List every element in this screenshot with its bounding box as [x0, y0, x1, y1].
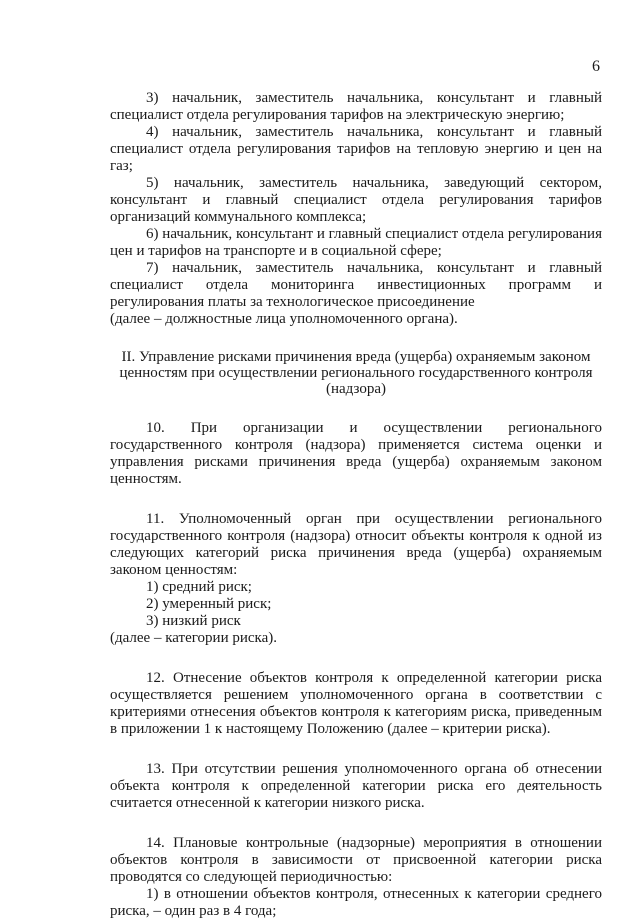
risk-item: 1) средний риск; [146, 579, 252, 595]
list-item: 3) начальник, заместитель начальника, консультант и главный специалист отдела регулирования тарифов на электрическую энергию; [110, 90, 602, 123]
risk-item: 3) низкий риск [146, 613, 241, 629]
risk-item: 2) умеренный риск; [146, 596, 272, 612]
paragraph-12: 12. Отнесение объектов контроля к определенной категории риска осуществляется решением уполномоченного органа в соответствии с критериями отнесения объектов контроля к категориям риска, приведенным в приложении 1 к настоящему Положению (далее – критерии риска). [110, 670, 602, 737]
paragraph-10: 10. При организации и осуществлении регионального государственного контроля (надзора) применяется система оценки и управления рисками причинения вреда (ущерба) охраняемым законом ценностям. [110, 420, 602, 487]
list-tail: (далее – должностные лица уполномоченного органа). [110, 311, 458, 327]
paragraph-14: 14. Плановые контрольные (надзорные) мероприятия в отношении объектов контроля в зависимости от присвоенной категории риска проводятся со следующей периодичностью: [110, 835, 602, 885]
list-item: 6) начальник, консультант и главный специалист отдела регулирования цен и тарифов на транспорте и в социальной сфере; [110, 226, 602, 259]
list-item: 5) начальник, заместитель начальника, заведующий сектором, консультант и главный специалист отдела регулирования тарифов организаций коммунального комплекса; [110, 175, 602, 225]
page-number: 6 [592, 58, 600, 75]
paragraph-14-item-1: 1) в отношении объектов контроля, отнесенных к категории среднего риска, – один раз в 4 года; [110, 886, 602, 919]
section-heading: II. Управление рисками причинения вреда (ущерба) охраняемым законом ценностям при осуществлении регионального государственного контроля (надзора) [119, 349, 593, 397]
risk-tail: (далее – категории риска). [110, 630, 277, 646]
paragraph-11: 11. Уполномоченный орган при осуществлении регионального государственного контроля (надзора) относит объекты контроля к одной из следующих категорий риска причинения вреда (ущерба) охраняемым законом ценностям: [110, 511, 602, 578]
paragraph-13: 13. При отсутствии решения уполномоченного органа об отнесении объекта контроля к определенной категории риска его деятельность считается отнесенной к категории низкого риска. [110, 761, 602, 811]
list-item: 4) начальник, заместитель начальника, консультант и главный специалист отдела регулирования тарифов на тепловую энергию и цен на газ; [110, 124, 602, 174]
list-item: 7) начальник, заместитель начальника, консультант и главный специалист отдела мониторинга инвестиционных программ и регулирования платы за технологическое присоединение [110, 260, 602, 310]
document-body [110, 90, 602, 920]
